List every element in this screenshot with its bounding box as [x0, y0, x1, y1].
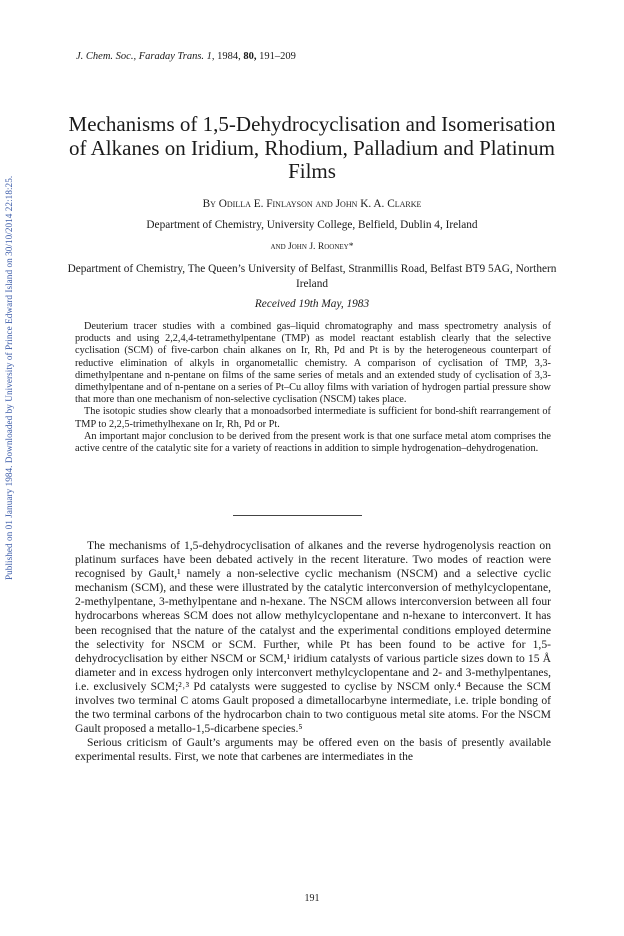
section-divider: [233, 515, 362, 516]
abstract-paragraph: The isotopic studies show clearly that a monoadsorbed intermediate is sufficient for bond-shift rearrangement of TMP to 2,2,5-trimethylhexane on Ir, Rh, Pd or Pt.: [75, 406, 551, 430]
paper-title: Mechanisms of 1,5-Dehydrocyclisation and Isomerisation of Alkanes on Iridium, Rhodium, Palladium and Platinum Films: [68, 112, 556, 183]
affiliation-belfast: Department of Chemistry, The Queen’s University of Belfast, Stranmillis Road, Belfast BT9 5AG, Northern Ireland: [67, 263, 557, 290]
journal-year: 1984,: [217, 51, 241, 62]
journal-name: J. Chem. Soc., Faraday Trans. 1,: [76, 51, 215, 62]
body-paragraph: Serious criticism of Gault’s arguments may be offered even on the basis of presently available experimental results. First, we note that carbenes are intermediates in the: [75, 736, 551, 764]
journal-citation: [76, 51, 296, 62]
abstract-paragraph: An important major conclusion to be derived from the present work is that one surface metal atom comprises the active centre of the catalytic site for a variety of reactions in addition to simple hydrogenation–dehydrogenation.: [75, 430, 551, 455]
author-line-second: and John J. Rooney*: [270, 241, 354, 252]
download-watermark-text: Published on 01 January 1984. Downloaded by University of Prince Edward Island on 30/10/2014 22:18:25.: [4, 175, 14, 580]
body-paragraph: The mechanisms of 1,5-dehydrocyclisation of alkanes and the reverse hydrogenolysis reaction on platinum surfaces have been debated actively in the recent literature. Two modes of reaction were recognised by Gault,¹ namely a non-selective cyclic mechanism (NSCM) and a selective cyclic mechanism (SCM), and these were illustrated by the catalytic interconversion of methylcyclopentane, 2-methylpentane, 3-methylpentane and n-hexane. The NSCM allows interconversion between all four hydrocarbons whereas SCM does not allow methylcyclopentane and n-hexane to interconvert. It has been recognised that the nature of the catalyst and the experimental conditions employed determine the selectivity for NSCM or SCM. Further, while Pt has been found to be active for 1,5-dehydrocyclisation by either NSCM or SCM,¹ iridium catalysts of various particle sizes down to 15 Å diameter and in excess hydrogen only interconvert methylcyclopentane and 2- and 3-methylpentanes, i.e. exclusively SCM;²˒³ Pd catalysts were suggested to cyclise by NSCM only.⁴ Because the SCM involves two terminal C atoms Gault proposed a dimetallocarbyne intermediate, i.e. triple bonding of the two terminal carbons of the hydrocarbon chain to two contiguous metal site atoms. For the NSCM Gault proposed a metallo-1,5-dicarbene species.⁵: [75, 539, 551, 736]
page-number: 191: [304, 893, 320, 904]
body-text: [75, 539, 551, 765]
affiliation-dublin: Department of Chemistry, University College, Belfield, Dublin 4, Ireland: [146, 219, 478, 231]
journal-pages: 191–209: [259, 51, 296, 62]
abstract: [75, 321, 551, 455]
received-date: Received 19th May, 1983: [254, 298, 370, 310]
author-line: By Odilla E. Finlayson and John K. A. Clarke: [202, 198, 422, 210]
download-watermark: [4, 40, 18, 580]
journal-volume: 80,: [243, 51, 257, 62]
abstract-paragraph: Deuterium tracer studies with a combined gas–liquid chromatography and mass spectrometry analysis of products and using 2,2,4,4-tetramethylpentane (TMP) as model reactant establish clearly that the selective cyclisation (SCM) of five-carbon chain alkanes on Ir, Rh, Pd and Pt is by the heterogeneous counterpart of reductive elimination of alkyls in organometallic chemistry. A comparison of cyclisation of TMP, 3,3-dimethylpentane and n-pentane on films of the same series of metals and an extended study of cyclisation of 3,3-dimethylpentane and of n-pentane on a series of Pt–Cu alloy films with variation of hydrogen partial pressure show that more than one mechanism of non-selective cyclisation (NSCM) takes place.: [75, 321, 551, 406]
